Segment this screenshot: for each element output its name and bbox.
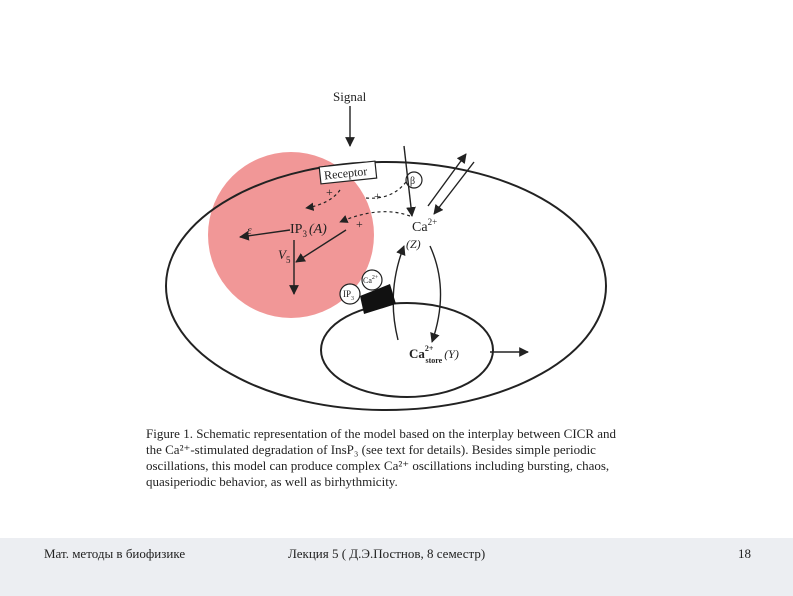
ca-var-label: (Z): [406, 237, 421, 251]
v5-label: $V_5$: [278, 247, 291, 265]
epsilon-label: ε: [247, 223, 252, 237]
channel-ip3-label: $IP_3$: [343, 289, 355, 302]
caption-line-3: oscillations, this model can produce complex Ca²⁺ oscillations including bursting, chaos,: [146, 458, 610, 473]
ip3-label: $IP_3$ (A): [290, 222, 327, 239]
receptor-label: Receptor: [323, 164, 368, 183]
channel-ca-label: $Ca^{2+}$: [363, 275, 379, 285]
footer-page-number: 18: [738, 546, 751, 561]
calcium-store: [321, 303, 493, 397]
caption-line-2: the Ca²⁺-stimulated degradation of InsP₃ (see text for details). Besides simple periodic: [146, 442, 596, 457]
store-to-ca-arrow: [393, 246, 404, 340]
plus-sign-2: +: [374, 189, 381, 203]
slide-footer: [0, 538, 793, 596]
caption-line-1: Figure 1. Schematic representation of the model based on the interplay between CICR and: [146, 426, 617, 441]
plus-sign-1: +: [326, 185, 333, 199]
footer-lecture-info: Лекция 5 ( Д.Э.Постнов, 8 семестр): [288, 546, 486, 561]
beta-label: β: [410, 176, 416, 187]
store-label: $Ca^{2+}$ store (Y): [409, 344, 459, 365]
ca-to-store-arrow: [430, 246, 441, 342]
figure-caption: [146, 426, 636, 490]
footer-course-title: Мат. методы в биофизике: [44, 546, 186, 561]
signal-label: Signal: [333, 89, 367, 104]
ca-label: $Ca^{2+}$: [412, 217, 438, 235]
caption-line-4: quasiperiodic behavior, as well as birhythmicity.: [146, 474, 398, 489]
beta-dashed-link: [366, 182, 406, 198]
plus-sign-3: +: [356, 217, 363, 231]
